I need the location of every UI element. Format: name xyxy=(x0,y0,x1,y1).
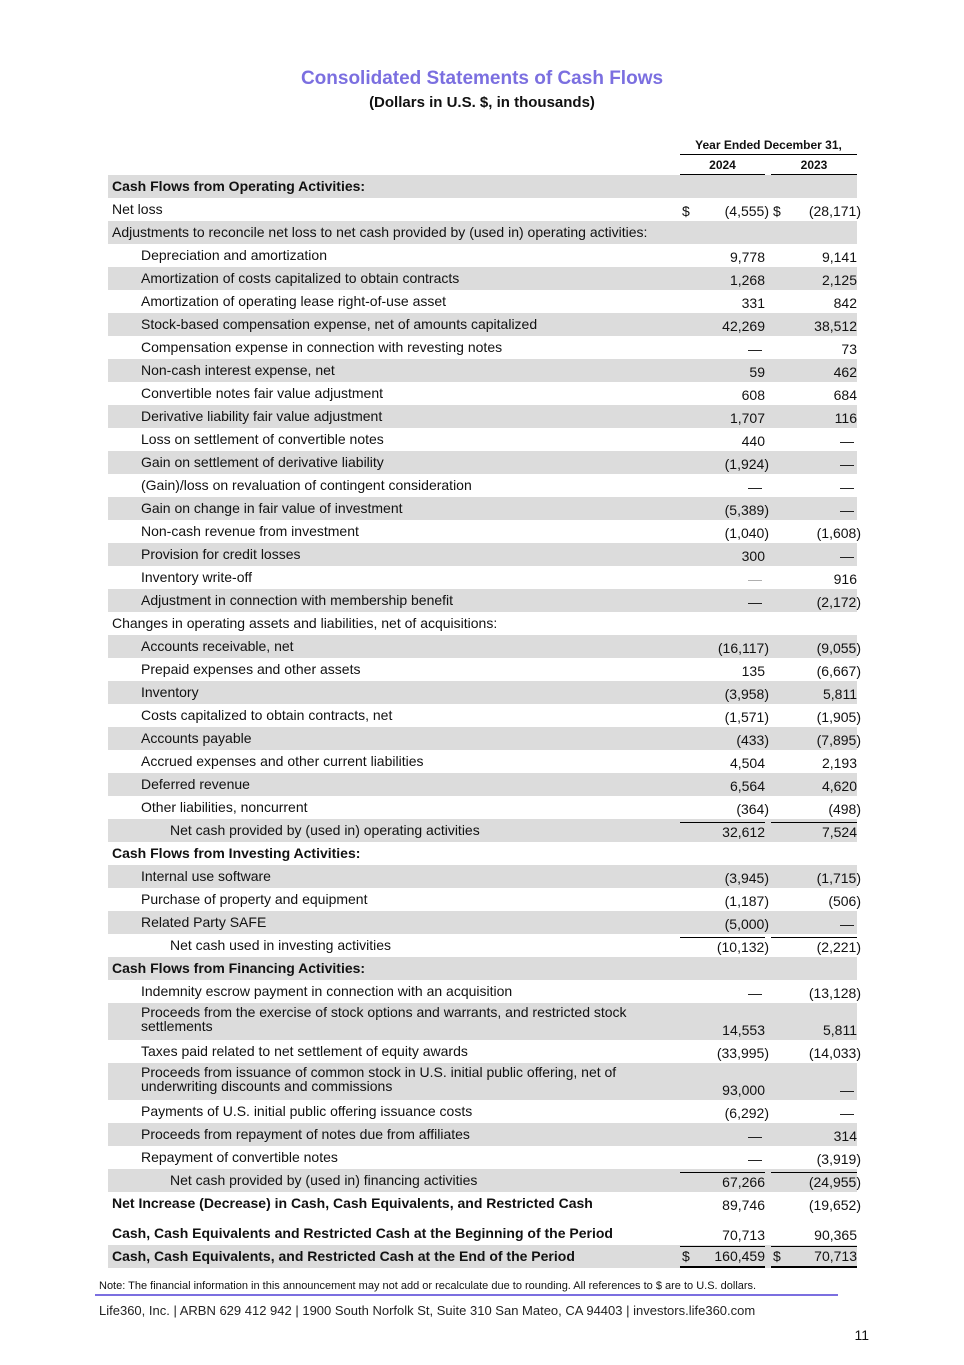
value-2024 xyxy=(680,777,765,796)
value-2023 xyxy=(771,1196,861,1215)
cell-value: 314 xyxy=(833,1128,857,1144)
value-2024 xyxy=(680,822,765,842)
value-2023 xyxy=(771,455,857,474)
cell-value: — xyxy=(840,456,854,472)
table-row xyxy=(108,359,857,382)
row-label: Deferred revenue xyxy=(141,776,250,792)
cell-value: (4,555) xyxy=(724,203,769,219)
cell-value: 14,553 xyxy=(722,1022,765,1038)
value-2023 xyxy=(771,1246,857,1268)
section-header-row xyxy=(108,221,857,244)
cell-value: (2,221) xyxy=(816,939,861,955)
cell-value: (5,389) xyxy=(724,502,769,518)
cell-value: (1,571) xyxy=(724,709,769,725)
cell-value: (498) xyxy=(828,801,861,817)
cell-value: 2,193 xyxy=(821,755,857,771)
cell-value: 6,564 xyxy=(729,778,765,794)
value-2023 xyxy=(771,179,857,198)
dollar-sign: $ xyxy=(773,1248,781,1264)
cell-value: 38,512 xyxy=(814,318,857,334)
row-label: Cash, Cash Equivalents and Restricted Cash at the Beginning of the Period xyxy=(112,1225,613,1241)
table-row xyxy=(108,911,857,934)
cell-value: 5,811 xyxy=(823,686,857,702)
row-label: Net cash provided by (used in) financing activities xyxy=(170,1172,478,1188)
page-subtitle: (Dollars in U.S. $, in thousands) xyxy=(369,94,595,111)
value-2023 xyxy=(771,363,857,382)
table-row xyxy=(108,382,857,405)
cell-value: 67,266 xyxy=(722,1174,765,1190)
value-2024 xyxy=(680,317,765,336)
cell-value: (6,292) xyxy=(724,1105,769,1121)
cell-value: 135 xyxy=(741,663,765,679)
cell-value: (364) xyxy=(736,801,769,817)
value-2024 xyxy=(680,294,765,313)
table-row xyxy=(108,888,861,911)
value-2023 xyxy=(771,524,861,543)
value-2023 xyxy=(771,639,861,658)
footer-divider xyxy=(95,1294,838,1296)
cell-value: 331 xyxy=(741,295,765,311)
value-2024 xyxy=(680,1172,765,1192)
cell-value: 4,620 xyxy=(821,778,857,794)
row-label: Non-cash interest expense, net xyxy=(141,362,335,378)
value-2023 xyxy=(771,432,857,451)
cell-value: (433) xyxy=(736,732,769,748)
cell-value: 32,612 xyxy=(722,824,765,840)
value-2024 xyxy=(680,202,769,221)
value-2023 xyxy=(771,386,857,405)
value-2024 xyxy=(680,731,769,750)
row-label: Proceeds from issuance of common stock in U.S. initial public offering, net of underwriting discounts and commissions xyxy=(141,1064,617,1094)
value-2023 xyxy=(771,984,861,1003)
table-row xyxy=(108,267,857,290)
table-row xyxy=(108,497,857,520)
section-header-row xyxy=(108,612,857,635)
value-2023 xyxy=(771,892,861,911)
cell-value: 70,713 xyxy=(814,1248,857,1264)
row-label: Other liabilities, noncurrent xyxy=(141,799,308,815)
total-row xyxy=(108,934,861,957)
table-row xyxy=(108,750,857,773)
value-2023 xyxy=(771,685,857,704)
value-2024 xyxy=(680,616,765,635)
row-label: Proceeds from the exercise of stock options and warrants, and restricted stock settlements xyxy=(141,1004,627,1034)
row-label: Taxes paid related to net settlement of equity awards xyxy=(141,1043,468,1059)
cell-value: (10,132) xyxy=(716,939,769,955)
table-row xyxy=(108,1003,857,1040)
cell-value: (2,172) xyxy=(816,594,861,610)
value-2024 xyxy=(680,1226,765,1245)
table-row xyxy=(108,474,857,497)
value-2024 xyxy=(680,1150,765,1169)
row-label: Payments of U.S. initial public offering issuance costs xyxy=(141,1103,473,1119)
cell-value: — xyxy=(748,341,762,357)
cell-value: 42,269 xyxy=(722,318,765,334)
row-label: Cash, Cash Equivalents, and Restricted Cash at the End of the Period xyxy=(112,1248,575,1264)
value-2023 xyxy=(771,961,857,980)
value-2023 xyxy=(771,501,857,520)
row-label: Provision for credit losses xyxy=(141,546,301,562)
value-2024 xyxy=(680,179,765,198)
footer-contact: Life360, Inc. | ARBN 629 412 942 | 1900 South Norfolk St, Suite 310 San Mateo, CA 94403 | investors.life360.com xyxy=(99,1303,756,1318)
cell-value: (9,055) xyxy=(816,640,861,656)
table-row xyxy=(108,313,857,336)
value-2023 xyxy=(771,202,861,221)
value-2024 xyxy=(680,248,765,267)
cell-value: 5,811 xyxy=(823,1022,857,1038)
value-2024 xyxy=(680,961,765,980)
value-2023 xyxy=(771,317,857,336)
value-2023 xyxy=(771,409,857,428)
cell-value: (3,945) xyxy=(724,870,769,886)
value-2024 xyxy=(680,524,769,543)
row-label: Gain on change in fair value of investment xyxy=(141,500,403,516)
row-label: Adjustment in connection with membership benefit xyxy=(141,592,454,608)
row-label: Indemnity escrow payment in connection with an acquisition xyxy=(141,983,513,999)
cell-value: 4,504 xyxy=(729,755,765,771)
cell-value: (33,995) xyxy=(716,1045,769,1061)
row-label: Net cash used in investing activities xyxy=(170,937,391,953)
value-2024 xyxy=(680,892,769,911)
value-2024 xyxy=(680,478,765,497)
cell-value: — xyxy=(840,1082,854,1098)
cell-value: 1,268 xyxy=(729,272,765,288)
cell-value: — xyxy=(840,479,854,495)
value-2024 xyxy=(680,409,765,428)
cell-value: (1,924) xyxy=(724,456,769,472)
value-2024 xyxy=(680,685,769,704)
value-2023 xyxy=(771,937,861,957)
cell-value: 70,713 xyxy=(722,1227,765,1243)
value-2024 xyxy=(680,432,765,451)
value-2023 xyxy=(771,869,861,888)
value-2024 xyxy=(680,363,765,382)
table-row xyxy=(108,658,861,681)
value-2024 xyxy=(680,800,769,819)
row-label: Inventory xyxy=(141,684,199,700)
row-label: Net Increase (Decrease) in Cash, Cash Equivalents, and Restricted Cash xyxy=(112,1195,593,1211)
cell-value: 7,524 xyxy=(821,824,857,840)
cell-value: (19,652) xyxy=(808,1197,861,1213)
total-row xyxy=(108,819,857,842)
cell-value: (14,033) xyxy=(808,1045,861,1061)
table-row xyxy=(108,1100,857,1123)
row-label: Changes in operating assets and liabilities, net of acquisitions: xyxy=(112,615,498,631)
value-2023 xyxy=(771,225,857,244)
cell-value: — xyxy=(748,571,762,587)
table-row xyxy=(108,980,861,1003)
value-2024 xyxy=(680,1196,765,1215)
value-2023 xyxy=(771,731,861,750)
value-2023 xyxy=(771,1044,861,1063)
table-row xyxy=(108,428,857,451)
value-2023 xyxy=(771,1150,861,1169)
row-label: Non-cash revenue from investment xyxy=(141,523,359,539)
value-2023 xyxy=(771,1127,857,1146)
table-row xyxy=(108,796,861,819)
table-row xyxy=(108,773,857,796)
cell-value: (3,958) xyxy=(724,686,769,702)
total-row xyxy=(108,1169,861,1192)
value-2023 xyxy=(771,593,861,612)
cell-value: — xyxy=(840,1105,854,1121)
cell-value: 2,125 xyxy=(821,272,857,288)
value-2024 xyxy=(680,340,765,359)
row-label: Cash Flows from Investing Activities: xyxy=(112,845,361,861)
value-2024 xyxy=(680,225,765,244)
table-row xyxy=(108,451,857,474)
value-2024 xyxy=(680,869,769,888)
cell-value: (1,040) xyxy=(724,525,769,541)
row-label: Cash Flows from Operating Activities: xyxy=(112,178,366,194)
cell-value: (3,919) xyxy=(816,1151,861,1167)
value-2024 xyxy=(680,455,769,474)
page-number: 11 xyxy=(854,1327,869,1343)
section-header-row xyxy=(108,175,857,198)
row-label: Loss on settlement of convertible notes xyxy=(141,431,384,447)
column-header-2023: 2023 xyxy=(771,158,857,175)
cell-value: (16,117) xyxy=(717,640,769,656)
table-row xyxy=(108,566,857,589)
cell-value: 59 xyxy=(749,364,765,380)
cell-value: 116 xyxy=(834,410,857,426)
cell-value: 440 xyxy=(741,433,765,449)
table-row xyxy=(108,704,861,727)
value-2024 xyxy=(680,1081,765,1100)
cell-value: 608 xyxy=(741,387,765,403)
row-label: Accrued expenses and other current liabilities xyxy=(141,753,424,769)
value-2023 xyxy=(771,822,857,842)
value-2024 xyxy=(680,501,769,520)
cell-value: (5,000) xyxy=(724,916,769,932)
table-row xyxy=(108,865,861,888)
cell-value: 9,141 xyxy=(821,249,857,265)
value-2023 xyxy=(771,662,861,681)
row-label: Cash Flows from Financing Activities: xyxy=(112,960,366,976)
value-2023 xyxy=(771,294,857,313)
row-label: Prepaid expenses and other assets xyxy=(141,661,361,677)
row-label: Depreciation and amortization xyxy=(141,247,327,263)
cell-value: 300 xyxy=(741,548,765,564)
table-row xyxy=(108,1063,857,1100)
row-label: Internal use software xyxy=(141,868,271,884)
cell-value: — xyxy=(748,985,762,1001)
value-2023 xyxy=(771,708,861,727)
value-2023 xyxy=(771,1021,857,1040)
page-title: Consolidated Statements of Cash Flows xyxy=(300,68,664,89)
cell-value: 9,778 xyxy=(729,249,765,265)
table-row xyxy=(108,727,861,750)
row-label: Accounts receivable, net xyxy=(141,638,294,654)
cell-value: 684 xyxy=(833,387,857,403)
dollar-sign: $ xyxy=(682,1248,690,1264)
row-label: Compensation expense in connection with revesting notes xyxy=(141,339,503,355)
value-2023 xyxy=(771,248,857,267)
value-2024 xyxy=(680,1021,765,1040)
dollar-sign: $ xyxy=(773,203,781,219)
cell-value: 73 xyxy=(841,341,857,357)
value-2023 xyxy=(771,800,861,819)
cell-value: — xyxy=(840,502,854,518)
table-row xyxy=(108,1040,861,1063)
table-row xyxy=(108,290,857,313)
cell-value: (506) xyxy=(828,893,861,909)
value-2024 xyxy=(680,846,765,865)
value-2024 xyxy=(680,593,765,612)
cell-value: (1,715) xyxy=(816,870,861,886)
value-2024 xyxy=(680,984,765,1003)
row-label: Accounts payable xyxy=(141,730,252,746)
value-2024 xyxy=(680,271,765,290)
table-row xyxy=(108,336,857,359)
table-row xyxy=(108,1192,861,1215)
cell-value: — xyxy=(840,916,854,932)
cell-value: (1,187) xyxy=(724,893,769,909)
cell-value: 160,459 xyxy=(714,1248,765,1264)
cell-value: (7,895) xyxy=(816,732,861,748)
cell-value: 90,365 xyxy=(814,1227,857,1243)
cell-value: (24,955) xyxy=(808,1174,861,1190)
row-label: Adjustments to reconcile net loss to net cash provided by (used in) operating activities: xyxy=(112,224,648,240)
row-label: Proceeds from repayment of notes due from affiliates xyxy=(141,1126,470,1142)
table-row xyxy=(108,520,861,543)
cell-value: — xyxy=(748,1128,762,1144)
cell-value: 89,746 xyxy=(722,1197,765,1213)
column-header-2024: 2024 xyxy=(680,158,765,175)
row-label: Convertible notes fair value adjustment xyxy=(141,385,384,401)
dollar-sign: $ xyxy=(682,203,690,219)
value-2023 xyxy=(771,547,857,566)
value-2024 xyxy=(680,639,769,658)
row-label: Gain on settlement of derivative liability xyxy=(141,454,384,470)
value-2023 xyxy=(771,846,857,865)
cell-value: 93,000 xyxy=(722,1082,765,1098)
cell-value: — xyxy=(840,433,854,449)
table-row xyxy=(108,1146,861,1169)
value-2024 xyxy=(680,1104,769,1123)
value-2024 xyxy=(680,915,769,934)
cell-value: (1,608) xyxy=(816,525,861,541)
cell-value: (6,667) xyxy=(816,663,861,679)
value-2023 xyxy=(771,478,857,497)
value-2024 xyxy=(680,1127,765,1146)
cell-value: — xyxy=(840,548,854,564)
table-row xyxy=(108,681,857,704)
table-row xyxy=(108,405,857,428)
table-row xyxy=(108,198,861,221)
table-row xyxy=(108,589,861,612)
value-2023 xyxy=(771,570,857,589)
value-2024 xyxy=(680,754,765,773)
value-2024 xyxy=(680,570,765,589)
total-row xyxy=(108,1245,857,1268)
value-2023 xyxy=(771,1172,861,1192)
row-label: Net loss xyxy=(112,201,163,217)
value-2024 xyxy=(680,386,765,405)
cell-value: (13,128) xyxy=(808,985,861,1001)
cash-flow-table xyxy=(108,175,861,1268)
value-2024 xyxy=(680,662,765,681)
table-row xyxy=(108,635,861,658)
value-2023 xyxy=(771,777,857,796)
table-row xyxy=(108,244,857,267)
value-2023 xyxy=(771,271,857,290)
section-header-row xyxy=(108,957,857,980)
row-label: Repayment of convertible notes xyxy=(141,1149,338,1165)
cell-value: — xyxy=(748,594,762,610)
value-2023 xyxy=(771,616,857,635)
value-2023 xyxy=(771,1226,857,1245)
row-label: Costs capitalized to obtain contracts, net xyxy=(141,707,393,723)
value-2023 xyxy=(771,340,857,359)
row-label: Derivative liability fair value adjustment xyxy=(141,408,383,424)
table-row xyxy=(108,1123,857,1146)
value-2023 xyxy=(771,915,857,934)
cell-value: — xyxy=(748,479,762,495)
row-label: Amortization of costs capitalized to obtain contracts xyxy=(141,270,460,286)
value-2024 xyxy=(680,1246,765,1268)
row-label: Related Party SAFE xyxy=(141,914,267,930)
year-ended-header: Year Ended December 31, xyxy=(680,138,857,155)
row-label: Net cash provided by (used in) operating activities xyxy=(170,822,480,838)
value-2024 xyxy=(680,937,769,957)
row-label: Amortization of operating lease right-of-use asset xyxy=(141,293,447,309)
cell-value: 462 xyxy=(833,364,857,380)
cell-value: — xyxy=(748,1151,762,1167)
table-row xyxy=(108,1222,857,1245)
cell-value: 1,707 xyxy=(729,410,765,426)
section-header-row xyxy=(108,842,857,865)
value-2023 xyxy=(771,1081,857,1100)
value-2024 xyxy=(680,708,769,727)
value-2024 xyxy=(680,547,765,566)
row-label: Inventory write-off xyxy=(141,569,253,585)
cell-value: (1,905) xyxy=(816,709,861,725)
footnote: Note: The financial information in this announcement may not add or recalculate due to rounding. All references to $ are to U.S. dollars. xyxy=(99,1280,757,1292)
value-2023 xyxy=(771,754,857,773)
cell-value: (28,171) xyxy=(808,203,861,219)
cell-value: 916 xyxy=(833,571,857,587)
row-label: (Gain)/loss on revaluation of contingent consideration xyxy=(141,477,472,493)
table-row xyxy=(108,543,857,566)
row-label: Stock-based compensation expense, net of amounts capitalized xyxy=(141,316,538,332)
row-label: Purchase of property and equipment xyxy=(141,891,368,907)
value-2024 xyxy=(680,1044,769,1063)
value-2023 xyxy=(771,1104,857,1123)
cell-value: 842 xyxy=(833,295,857,311)
